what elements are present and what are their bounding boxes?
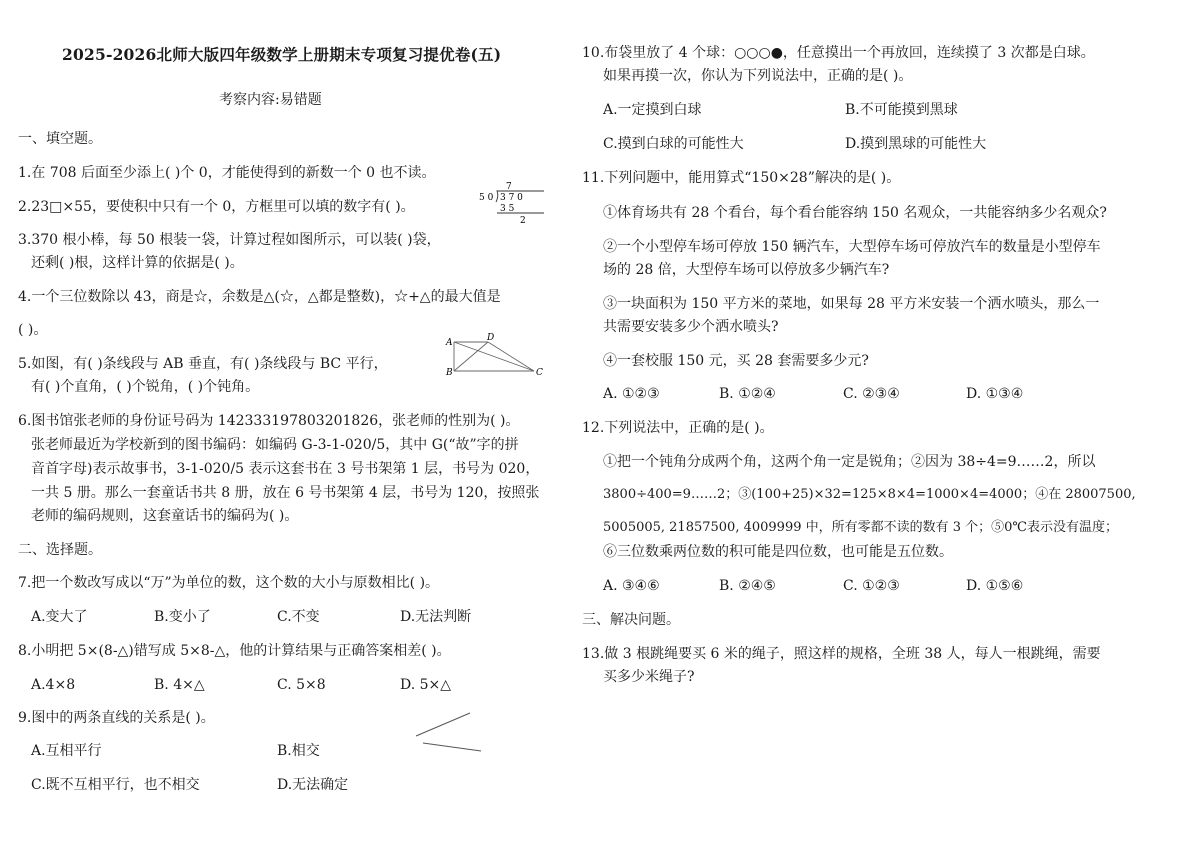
- q12-option-d: D. ①⑤⑥: [966, 578, 1024, 594]
- question-13-line2: 买多少米绳子?: [603, 669, 695, 685]
- question-6-line3: 音首字母)表示故事书，3-1-020/5 表示这套书在 3 号书架第 1 层，书号为 020，: [31, 461, 540, 477]
- question-10-line2: 如果再摸一次，你认为下列说法中，正确的是( )。: [603, 68, 913, 84]
- division-product: 3 5: [500, 204, 515, 214]
- q12-line-3: 5005005, 21857500, 4009999 中，所有零都不读的数有 3 个；⑤0℃表示没有温度；: [603, 520, 1118, 535]
- question-7: 7.把一个数改写成以“万”为单位的数，这个数的大小与原数相比( )。: [18, 575, 440, 591]
- page-title: 2025-2026北师大版四年级数学上册期末专项复习提优卷(五): [62, 45, 502, 64]
- q8-option-c: C. 5×8: [277, 677, 326, 693]
- question-6-line1: 6.图书馆张老师的身份证号码为 142333197803201826，张老师的性别为( )。: [18, 413, 520, 429]
- division-remainder: 2: [520, 216, 526, 226]
- q7-option-b: B.变小了: [154, 609, 211, 625]
- two-lines-figure: [412, 710, 487, 755]
- q10-option-a: A.一定摸到白球: [603, 102, 702, 118]
- question-6-line5: 老师的编码规则，这套童话书的编码为( )。: [31, 508, 299, 524]
- q11-option-a: A. ①②③: [603, 386, 660, 402]
- point-d-label: D: [487, 333, 495, 343]
- q8-option-b: B. 4×△: [154, 677, 205, 693]
- q11-option-c: C. ②③④: [843, 386, 900, 402]
- q11-item-2-line1: ②一个小型停车场可停放 150 辆汽车，大型停车场可停放汽车的数量是小型停车: [603, 239, 1101, 255]
- question-3-line2: 还剩( )根，这样计算的依据是( )。: [31, 255, 244, 271]
- q11-option-d: D. ①③④: [966, 386, 1024, 402]
- q9-option-b: B.相交: [277, 743, 320, 759]
- q11-item-3-line2: 共需要安装多少个洒水喷头?: [603, 319, 779, 335]
- q11-option-b: B. ①②④: [719, 386, 776, 402]
- q11-item-3-line1: ③一块面积为 150 平方米的菜地，如果每 28 平方米安装一个洒水喷头，那么一: [603, 296, 1100, 312]
- division-dividend: 3 7 0: [500, 193, 523, 203]
- question-4-line1: 4.一个三位数除以 43，商是☆，余数是△(☆，△都是整数)，☆+△的最大值是: [18, 289, 501, 305]
- question-8: 8.小明把 5×(8-△)错写成 5×8-△，他的计算结果与正确答案相差( )。: [18, 643, 451, 659]
- q12-line-1: ①把一个钝角分成两个角，这两个角一定是锐角；②因为 38÷4=9……2，所以: [603, 454, 1096, 470]
- q9-option-d: D.无法确定: [277, 777, 349, 793]
- division-divisor: 5 0: [479, 193, 494, 203]
- section-solve-heading: 三、解决问题。: [582, 612, 680, 628]
- q10-option-c: C.摸到白球的可能性大: [603, 136, 744, 152]
- question-13-line1: 13.做 3 根跳绳要买 6 米的绳子，照这样的规格，全班 38 人，每人一根跳绳，需要: [582, 646, 1101, 662]
- q12-line-4: ⑥三位数乘两位数的积可能是四位数，也可能是五位数。: [603, 544, 953, 560]
- q10-option-b: B.不可能摸到黑球: [845, 102, 958, 118]
- question-5-line1: 5.如图，有( )条线段与 AB 垂直，有( )条线段与 BC 平行，: [18, 356, 388, 372]
- question-10-line1: 10.布袋里放了 4 个球：○○○●，任意摸出一个再放回，连续摸了 3 次都是白球。: [582, 45, 1095, 61]
- point-a-label: A: [446, 338, 453, 348]
- long-division-figure: [478, 178, 548, 226]
- q8-option-a: A.4×8: [31, 677, 76, 693]
- q9-option-c: C.既不互相平行，也不相交: [31, 777, 200, 793]
- q12-option-b: B. ②④⑤: [719, 578, 776, 594]
- question-1: 1.在 708 后面至少添上( )个 0，才能使得到的新数一个 0 也不读。: [18, 165, 436, 181]
- section-fill-heading: 一、填空题。: [18, 131, 102, 147]
- question-2: 2.23□×55，要使积中只有一个 0，方框里可以填的数字有( )。: [18, 199, 415, 215]
- question-4-line2: ( )。: [18, 322, 48, 338]
- trapezoid-figure: [442, 331, 547, 377]
- point-b-label: B: [446, 368, 453, 377]
- question-6-line2: 张老师最近为学校新到的图书编码：如编码 G-3-1-020/5，其中 G(“故”字的拼: [31, 437, 519, 453]
- q11-item-2-line2: 场的 28 倍，大型停车场可以停放多少辆汽车?: [603, 262, 890, 278]
- question-9: 9.图中的两条直线的关系是( )。: [18, 710, 215, 726]
- q8-option-d: D. 5×△: [400, 677, 452, 693]
- question-11: 11.下列问题中，能用算式“150×28”解决的是( )。: [582, 170, 901, 186]
- q12-option-a: A. ③④⑥: [603, 578, 660, 594]
- q7-option-d: D.无法判断: [400, 609, 472, 625]
- q11-item-4: ④一套校服 150 元，买 28 套需要多少元?: [603, 353, 869, 369]
- q12-option-c: C. ①②③: [843, 578, 900, 594]
- question-3-line1: 3.370 根小棒，每 50 根装一袋，计算过程如图所示，可以装( )袋，: [18, 232, 441, 248]
- section-choice-heading: 二、选择题。: [18, 542, 102, 558]
- q11-item-1: ①体育场共有 28 个看台，每个看台能容纳 150 名观众，一共能容纳多少名观众?: [603, 205, 1107, 221]
- page-subtitle: 考察内容:易错题: [219, 92, 322, 108]
- q7-option-a: A.变大了: [31, 609, 88, 625]
- point-c-label: C: [536, 368, 543, 377]
- question-12: 12.下列说法中，正确的是( )。: [582, 420, 774, 436]
- q7-option-c: C.不变: [277, 609, 320, 625]
- q10-option-d: D.摸到黑球的可能性大: [845, 136, 987, 152]
- question-6-line4: 一共 5 册。那么一套童话书共 8 册，放在 6 号书架第 4 层，书号为 120，按照张: [31, 485, 540, 501]
- division-quotient: 7: [506, 182, 512, 192]
- q9-option-a: A.互相平行: [31, 743, 102, 759]
- question-5-line2: 有( )个直角，( )个锐角，( )个钝角。: [31, 379, 260, 395]
- q12-line-2: 3800÷400=9……2；③(100+25)×32=125×8×4=1000×4=4000；④在 28007500,: [603, 487, 1136, 502]
